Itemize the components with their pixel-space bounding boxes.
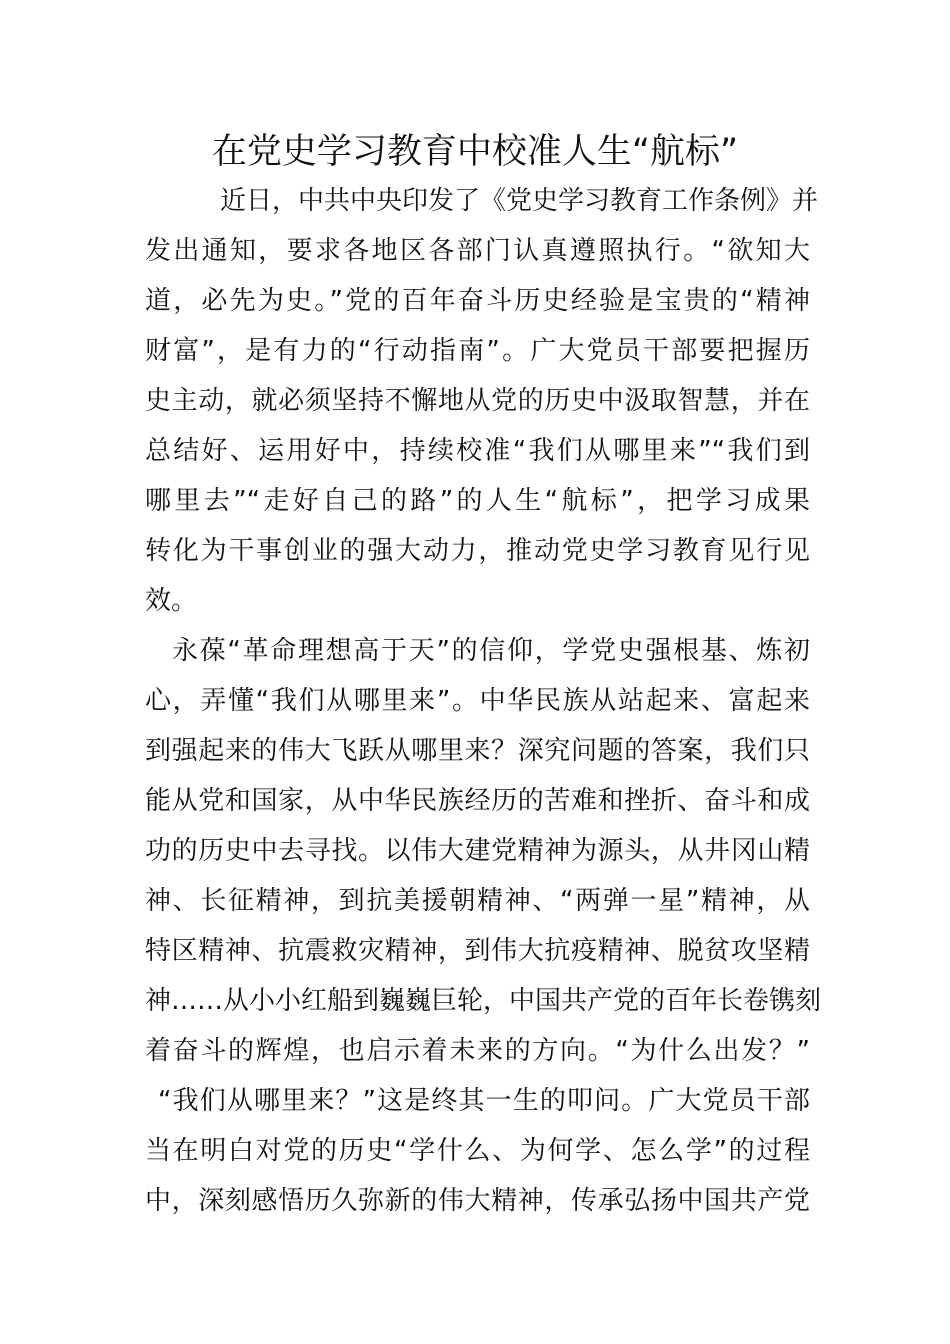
body-line: “我们从哪里来？”这是终其一生的叩问。广大党员干部 — [158, 1086, 810, 1116]
body-line: 心，弄懂“我们从哪里来”。中华民族从站起来、富起来 — [145, 686, 810, 716]
body-line: 功的历史中去寻找。以伟大建党精神为源头，从井冈山精 — [145, 836, 810, 866]
body-line: 能从党和国家，从中华民族经历的苦难和挫折、奋斗和成 — [145, 786, 810, 816]
body-line: 史主动，就必须坚持不懈地从党的历史中汲取智慧，并在 — [145, 386, 810, 416]
body-line: 神……从小小红船到巍巍巨轮，中国共产党的百年长卷镌刻 — [145, 986, 822, 1016]
document-title: 在党史学习教育中校准人生“航标” — [211, 132, 739, 172]
body-line: 近日，中共中央印发了《党史学习教育工作条例》并 — [220, 186, 819, 216]
body-line: 哪里去”“走好自己的路”的人生“航标”，把学习成果 — [145, 486, 810, 516]
body-line: 永葆“革命理想高于天”的信仰，学党史强根基、炼初 — [172, 636, 810, 666]
body-line: 到强起来的伟大飞跃从哪里来？深究问题的答案，我们只 — [145, 736, 810, 766]
body-line: 中，深刻感悟历久弥新的伟大精神，传承弘扬中国共产党 — [145, 1186, 810, 1216]
body-line: 发出通知，要求各地区各部门认真遵照执行。“欲知大 — [145, 236, 810, 266]
body-line: 着奋斗的辉煌，也启示着未来的方向。“为什么出发？” — [145, 1036, 810, 1066]
body-line: 当在明白对党的历史“学什么、为何学、怎么学”的过程 — [145, 1136, 810, 1166]
body-line: 总结好、运用好中，持续校准“我们从哪里来”“我们到 — [145, 436, 810, 466]
body-line: 特区精神、抗震救灾精神，到伟大抗疫精神、脱贫攻坚精 — [145, 936, 810, 966]
body-line: 财富”，是有力的“行动指南”。广大党员干部要把握历 — [145, 336, 810, 366]
body-line: 效。 — [145, 586, 198, 616]
document-body — [145, 176, 822, 1226]
body-line: 道，必先为史。”党的百年奋斗历史经验是宝贵的“精神 — [145, 286, 810, 316]
body-line: 神、长征精神，到抗美援朝精神、“两弹一星”精神，从 — [145, 886, 810, 916]
body-line: 转化为干事创业的强大动力，推动党史学习教育见行见 — [145, 536, 810, 566]
